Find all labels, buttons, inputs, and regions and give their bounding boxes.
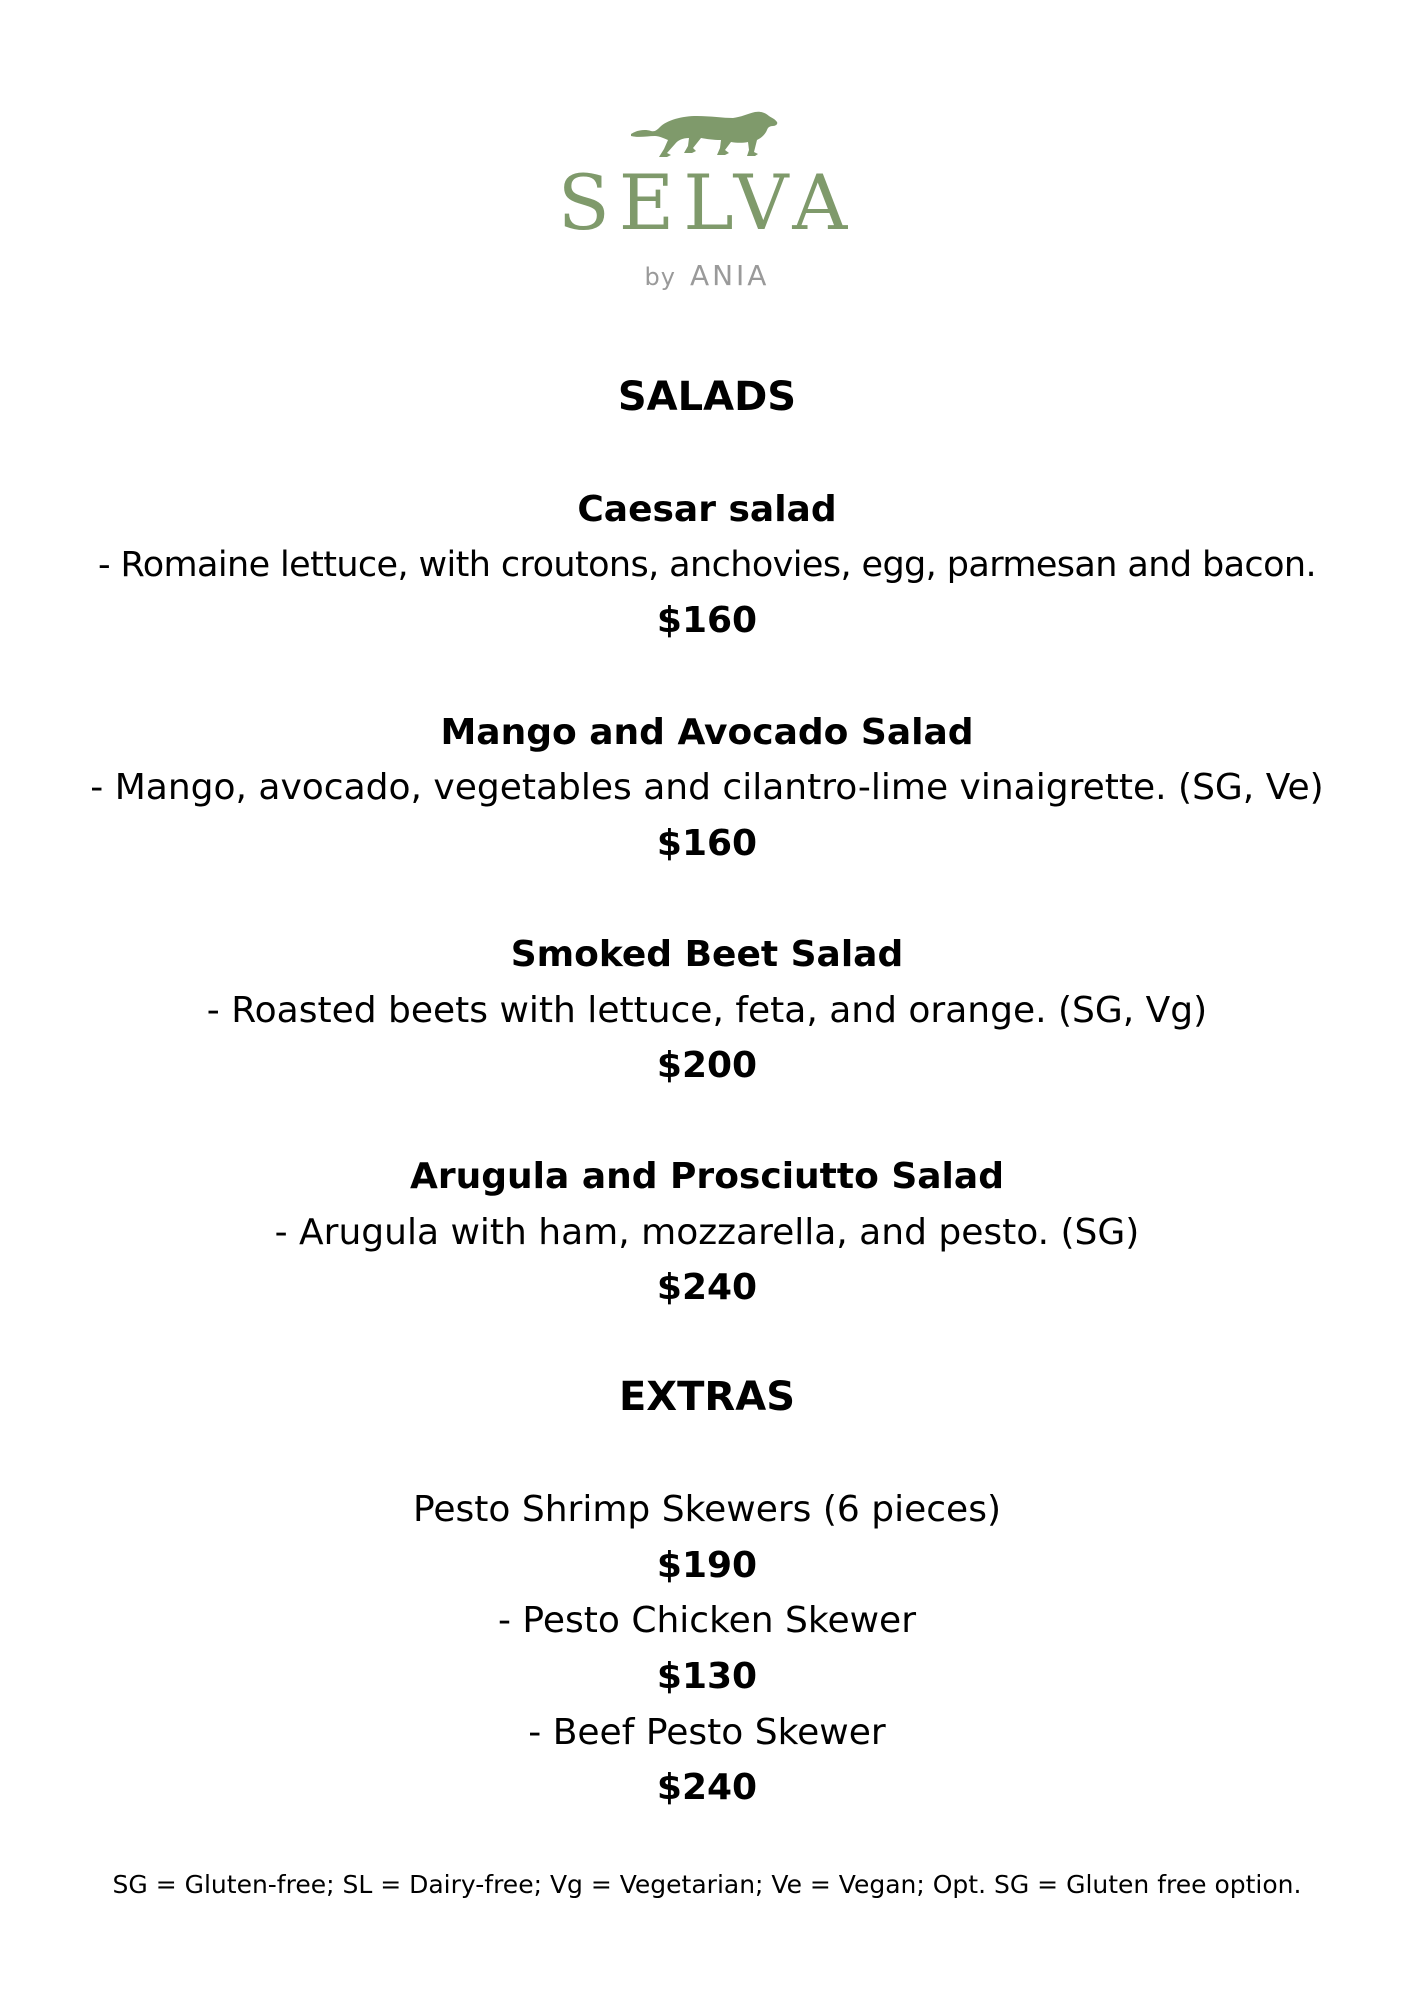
extra-item-price: $240 <box>656 1767 758 1808</box>
item-description: - Mango, avocado, vegetables and cilantro-lime vinaigrette. (SG, Ve) <box>90 767 1324 808</box>
item-description: - Romaine lettuce, with croutons, anchovies, egg, parmesan and bacon. <box>98 545 1316 585</box>
brand-name: SELVA <box>557 158 857 247</box>
extra-item-name: Pesto Shrimp Skewers (6 pieces) <box>412 1489 1002 1530</box>
item-name: Mango and Avocado Salad <box>440 712 974 753</box>
item-name: Caesar salad <box>577 489 837 530</box>
brand-byline <box>0 258 1414 295</box>
item-name: Smoked Beet Salad <box>510 934 904 975</box>
byline-by: by <box>644 263 676 291</box>
item-price: $200 <box>656 1045 758 1086</box>
item-description: - Arugula with ham, mozzarella, and pesto. (SG) <box>274 1212 1140 1253</box>
item-price: $160 <box>656 823 758 864</box>
selva-logo <box>0 0 1414 320</box>
section-title-salads: SALADS <box>617 374 797 420</box>
extra-item-price: $130 <box>656 1656 758 1697</box>
extra-item-name: - Beef Pesto Skewer <box>528 1712 886 1753</box>
item-description: - Roasted beets with lettuce, feta, and orange. (SG, Vg) <box>206 990 1208 1031</box>
item-price: $240 <box>656 1267 758 1308</box>
item-price: $160 <box>656 600 758 641</box>
extra-item-price: $190 <box>656 1545 758 1586</box>
section-title-extras: EXTRAS <box>618 1374 795 1420</box>
extra-item-name: - Pesto Chicken Skewer <box>497 1600 917 1641</box>
dietary-legend: SG = Gluten-free; SL = Dairy-free; Vg = Vegetarian; Ve = Vegan; Opt. SG = Gluten free option. <box>112 1870 1302 1899</box>
byline-owner: ANIA <box>689 259 770 292</box>
item-name: Arugula and Prosciutto Salad <box>410 1156 1004 1197</box>
